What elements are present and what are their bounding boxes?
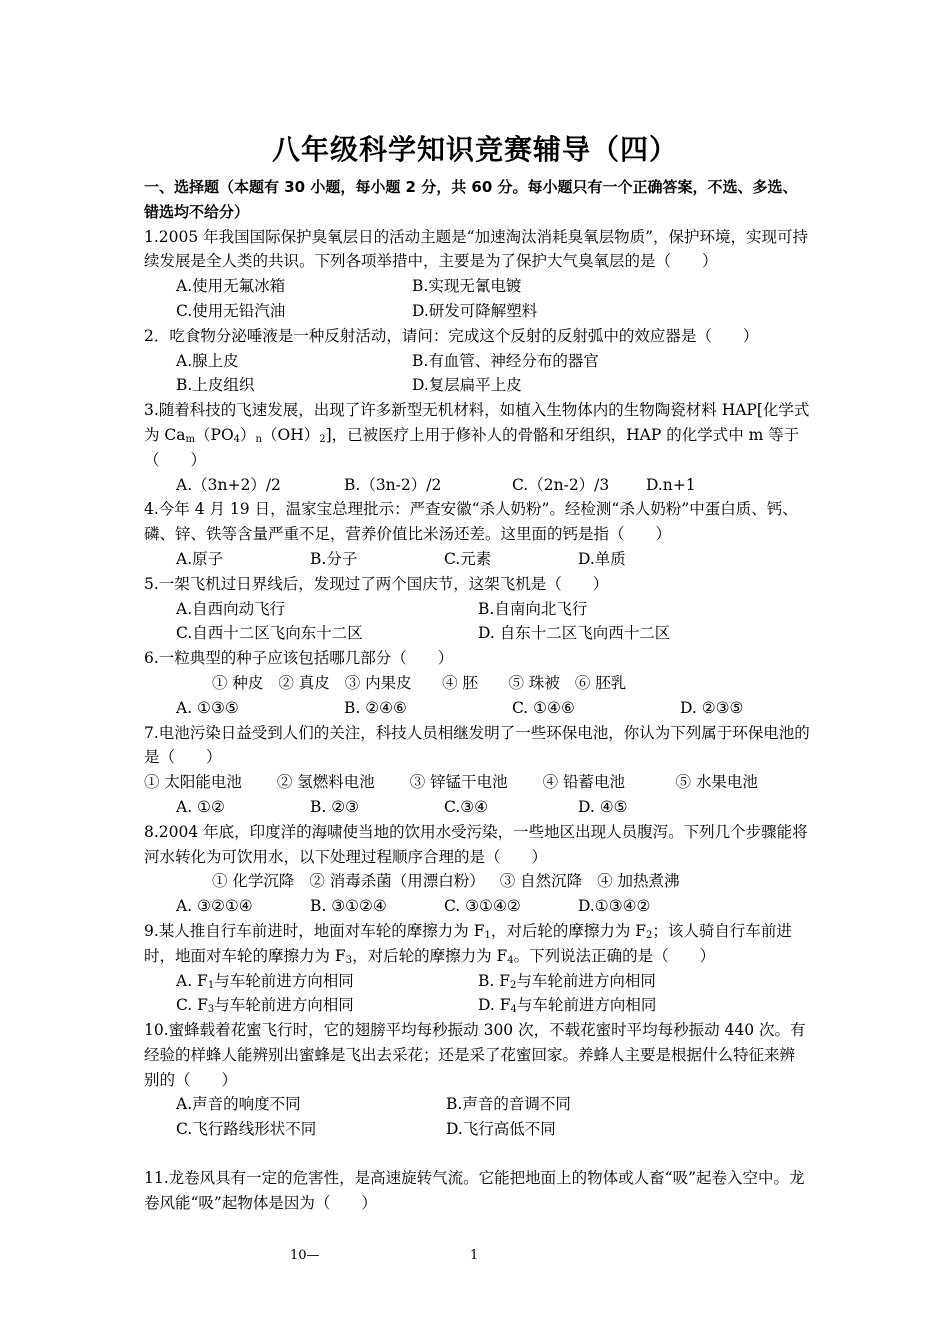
- question-3: [144, 398, 810, 497]
- subscript: 2: [319, 433, 326, 445]
- option-a: A.自西向动飞行: [176, 599, 286, 618]
- option-a: A.腺上皮: [176, 351, 239, 370]
- option-b: B.声音的音调不同: [446, 1095, 571, 1114]
- page-footer: [0, 1248, 950, 1268]
- item: ④ 加热煮沸: [597, 872, 680, 891]
- question-9: [144, 919, 810, 1018]
- options-row: [144, 696, 810, 721]
- question-6: [144, 646, 810, 720]
- item: ① 种皮: [212, 673, 264, 692]
- subscript: 4: [507, 954, 514, 966]
- option-text: D. F: [478, 996, 511, 1015]
- option-b: B.自南向北飞行: [478, 599, 588, 618]
- question-2: [144, 324, 810, 398]
- option-d: [478, 993, 780, 1018]
- option-text: 与车轮前进方向相同: [516, 996, 657, 1015]
- option-a: A.声音的响度不同: [176, 1095, 301, 1114]
- item: ③ 自然沉降: [499, 872, 583, 891]
- item: ① 化学沉降: [212, 872, 295, 891]
- item: ② 消毒杀菌（用漂白粉）: [309, 872, 485, 891]
- options-row: [144, 1092, 810, 1117]
- subscript: 2: [510, 979, 517, 991]
- option-a: A.使用无氟冰箱: [176, 277, 286, 296]
- section-heading: 一、选择题（本题有 30 小题，每小题 2 分，共 60 分。每小题只有一个正确答案，不选、多选、错选均不给分）: [144, 178, 798, 221]
- stem-part: ]，已被医疗上用于修补人的骨骼和牙组织，HAP 的化学式中 m 等于（ ）: [144, 425, 800, 469]
- option-text: B. F: [478, 971, 510, 990]
- option-b: B. ②④⑥: [344, 698, 407, 717]
- item: ⑥ 胚乳: [574, 673, 627, 692]
- page-number: 1: [470, 1248, 479, 1263]
- blank-line: [144, 1142, 810, 1166]
- option-c: [176, 993, 478, 1018]
- options-row: [144, 547, 810, 572]
- numbered-items-row: [144, 770, 810, 795]
- question-stem: 11.龙卷风具有一定的危害性，是高速旋转气流。它能把地面上的物体或人畜“吸”起卷入空中。龙卷风能“吸”起物体是因为（ ）: [144, 1169, 805, 1212]
- question-10: [144, 1018, 810, 1142]
- options-row: [144, 1117, 810, 1142]
- option-text: 与车轮前进方向相同: [214, 996, 354, 1015]
- options-row: [144, 795, 810, 820]
- option-d: D.n+1: [646, 475, 696, 494]
- option-c: C.自西十二区飞向东十二区: [176, 624, 363, 643]
- document-body: [144, 175, 810, 1216]
- question-11: [144, 1166, 810, 1216]
- question-4: [144, 497, 810, 571]
- question-stem: 7.电池污染日益受到人们的关注，科技人员相继发明了一些环保电池，你认为下列属于环保电池的是（ ）: [144, 723, 810, 767]
- stem-part: （PO: [195, 425, 234, 444]
- option-c: C.（2n-2）/3: [512, 475, 610, 494]
- subscript: 4: [233, 433, 241, 445]
- option-a: A. ①②: [176, 797, 225, 816]
- item: ④ 胚: [426, 673, 479, 692]
- options-row: [144, 969, 810, 994]
- question-8: [144, 820, 810, 919]
- options-row: [144, 993, 810, 1018]
- subscript: 3: [207, 1004, 215, 1016]
- option-d: D.飞行高低不同: [446, 1120, 556, 1139]
- option-a: A.（3n+2）/2: [176, 475, 281, 494]
- option-b: [478, 969, 780, 994]
- question-stem: 2．吃食物分泌唾液是一种反射活动，请问：完成这个反射的反射弧中的效应器是（ ）: [144, 326, 759, 345]
- option-c: C.使用无铅汽油: [176, 301, 286, 320]
- option-b: B.（3n-2）/2: [344, 475, 442, 494]
- option-a: A. ③②①④: [176, 897, 253, 916]
- option-c: C.元素: [444, 549, 492, 568]
- item: ② 氢燃料电池: [276, 773, 375, 792]
- item: ⑤ 珠被: [493, 673, 560, 692]
- option-d: D.单质: [578, 549, 626, 568]
- subscript: n: [255, 433, 262, 445]
- subscript: 4: [510, 1004, 517, 1016]
- options-row: [144, 597, 810, 622]
- item: ④ 铅蓄电池: [542, 773, 626, 792]
- item: ③ 内果皮: [344, 673, 412, 692]
- stem-part: ）: [240, 425, 256, 444]
- options-row: [144, 894, 810, 919]
- option-text: 与车轮前进方向相同: [516, 971, 656, 990]
- option-d: D. ④⑤: [578, 797, 628, 816]
- stem-part: （OH）: [262, 425, 320, 444]
- option-b: B. ③①②④: [310, 897, 387, 916]
- options-row: [144, 621, 810, 646]
- subscript: 1: [484, 929, 491, 941]
- item: ⑤ 水果电池: [660, 773, 758, 792]
- question-stem: [144, 398, 810, 472]
- option-b: B.有血管、神经分布的器官: [412, 351, 599, 370]
- option-a: A.原子: [176, 549, 224, 568]
- item: ② 真皮: [278, 673, 330, 692]
- question-stem: 5.一架飞机过日界线后，发现过了两个国庆节，这架飞机是（ ）: [144, 574, 609, 593]
- option-d: D.复层扁平上皮: [412, 376, 522, 395]
- question-7: [144, 721, 810, 820]
- numbered-items-row: [144, 869, 810, 894]
- options-row: [144, 299, 810, 324]
- stem-part: 。下列说法正确的是（ ）: [513, 946, 716, 965]
- stem-part: 3.随着科技的飞速发展，出现了许多新型无机材料，如植入生物体内的生物陶瓷材料 HAP[化学式为 Ca: [144, 401, 810, 444]
- option-c: B.上皮组织: [176, 376, 255, 395]
- subscript: 1: [207, 979, 215, 991]
- item: ③ 锌锰干电池: [409, 773, 508, 792]
- document-title: 八年级科学知识竞赛辅导（四）: [271, 133, 678, 166]
- question-stem: 8.2004 年底，印度洋的海啸使当地的饮用水受污染，一些地区出现人员腹泻。下列几个步骤能将河水转化为可饮用水，以下处理过程顺序合理的是（ ）: [144, 822, 808, 866]
- option-c: C. ③①④②: [444, 897, 521, 916]
- option-a: [176, 969, 478, 994]
- subscript: 2: [646, 929, 653, 941]
- stem-part: ；该人骑自行车前进时，地面对车轮的摩擦力为 F: [144, 921, 792, 965]
- option-b: B. ②③: [310, 797, 360, 816]
- question-stem: 10.蜜蜂载着花蜜飞行时，它的翅膀平均每秒振动 300 次，不载花蜜时平均每秒振动 440 次。有经验的样蜂人能辨别出蜜蜂是飞出去采花；还是采了花蜜回家。养蜂人主要是根据什么特征来辨别的（ ）: [144, 1021, 806, 1089]
- subscript: m: [185, 433, 196, 445]
- option-text: C. F: [176, 996, 208, 1015]
- option-text: 与车轮前进方向相同: [214, 971, 354, 990]
- options-row: [144, 274, 810, 299]
- question-stem: 1.2005 年我国国际保护臭氧层日的活动主题是“加速淘汰消耗臭氧层物质”，保护环境，实现可持续发展是全人类的共识。下列各项举措中，主要是为了保护大气臭氧层的是（ ）: [144, 227, 809, 271]
- options-row: [144, 349, 810, 374]
- option-d: D.研发可降解塑料: [412, 301, 538, 320]
- option-b: B.分子: [310, 549, 358, 568]
- options-row: [144, 373, 810, 398]
- option-a: A. ①③⑤: [176, 698, 239, 717]
- question-stem: [144, 919, 810, 969]
- option-text: A. F: [176, 971, 208, 990]
- subscript: 3: [345, 954, 353, 966]
- numbered-items-row: [144, 671, 810, 696]
- option-b: B.实现无氰电镀: [412, 277, 522, 296]
- option-c: C. ①④⑥: [512, 698, 575, 717]
- option-c: C.飞行路线形状不同: [176, 1120, 317, 1139]
- options-row: [144, 473, 810, 498]
- stem-part: ，对后轮的摩擦力为 F: [352, 946, 508, 965]
- question-5: [144, 572, 810, 646]
- question-stem: 4.今年 4 月 19 日，温家宝总理批示：严查安徽“杀人奶粉”。经检测“杀人奶粉”中蛋白质、钙、磷、锌、铁等含量严重不足，营养价值比米汤还差。这里面的钙是指（ ）: [144, 500, 798, 544]
- option-c: C.③④: [444, 797, 489, 816]
- question-stem: 6.一粒典型的种子应该包括哪几部分（ ）: [144, 649, 454, 668]
- item: ① 太阳能电池: [144, 773, 242, 792]
- question-1: [144, 225, 810, 324]
- option-d: D. 自东十二区飞向西十二区: [478, 624, 671, 643]
- option-d: D. ②③⑤: [680, 698, 744, 717]
- option-d: D.①③④②: [578, 897, 651, 916]
- stem-part: ，对后轮的摩擦力为 F: [490, 921, 647, 940]
- footer-left: 10—: [290, 1248, 320, 1263]
- stem-part: 9.某人推自行车前进时，地面对车轮的摩擦力为 F: [144, 921, 485, 940]
